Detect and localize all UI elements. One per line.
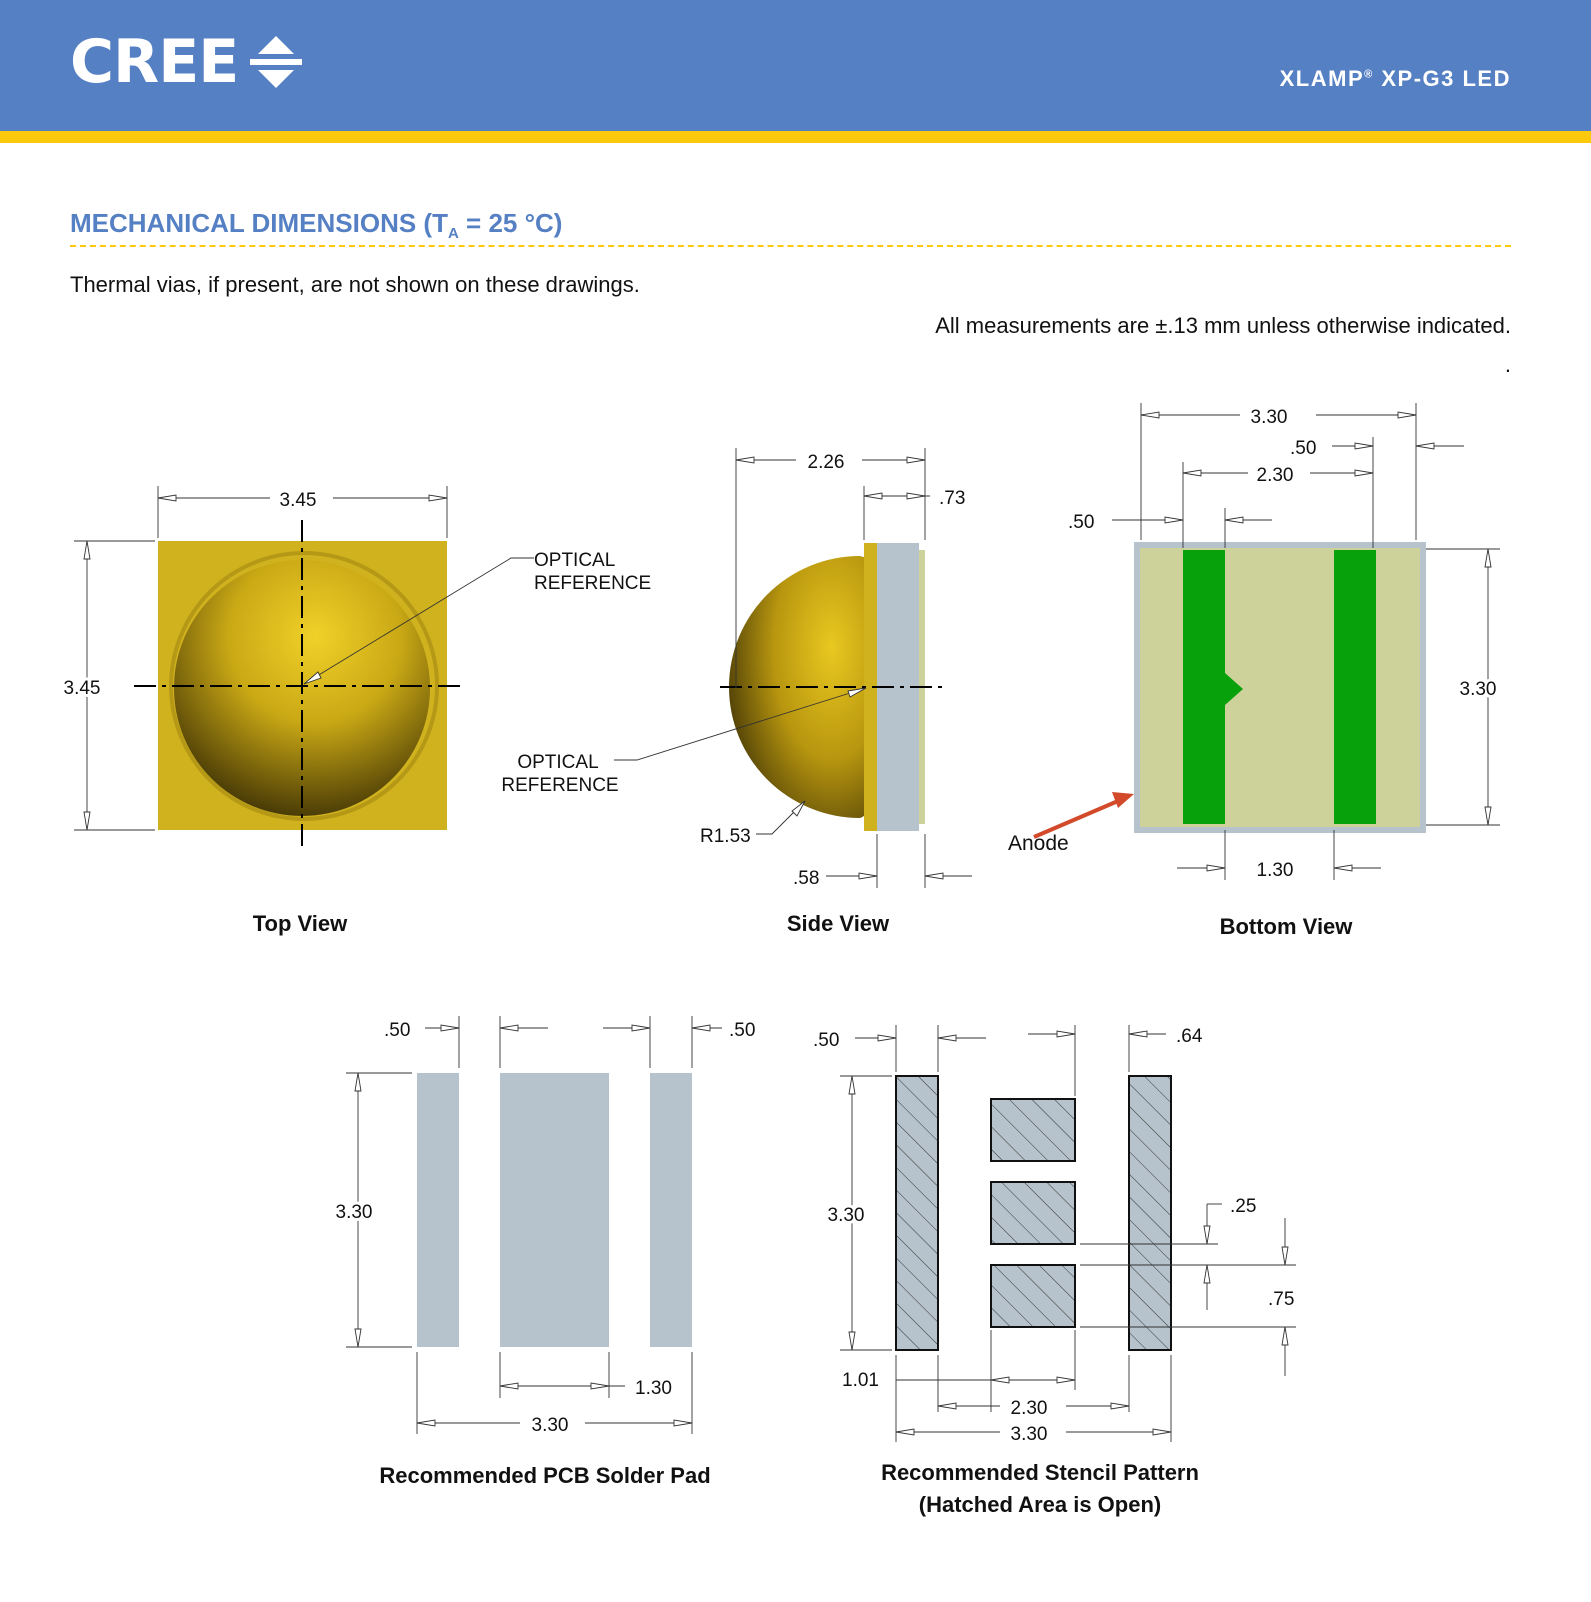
- stencil-pad-bottom: [991, 1265, 1075, 1327]
- pcb-solder-pad: [336, 1016, 756, 1488]
- side-substrate-label: .73: [939, 488, 966, 509]
- side-offset-label: .58: [793, 868, 820, 889]
- section-title: MECHANICAL DIMENSIONS ($T_A = 25$ °C): [70, 208, 563, 243]
- stencil-pattern: [813, 1025, 1296, 1517]
- pcb-height-label: 3.30: [335, 1202, 373, 1223]
- stencil-span-label: 2.30: [1010, 1398, 1048, 1419]
- tolerance-note: All measurements are ±.13 mm unless otherwise indicated.: [935, 313, 1511, 338]
- stencil-pad-top: [991, 1099, 1075, 1161]
- stencil-pad-left: [896, 1076, 938, 1350]
- side-overall-label: 2.26: [807, 452, 845, 473]
- top-width-label: 3.45: [279, 490, 317, 511]
- side-view-caption: Side View: [786, 911, 890, 936]
- stencil-caption-1: Recommended Stencil Pattern: [881, 1460, 1199, 1485]
- pcb-pad-center: [500, 1073, 609, 1347]
- side-view: [501, 448, 972, 936]
- top-height-label: 3.45: [63, 678, 101, 699]
- stencil-pad-right: [1129, 1076, 1171, 1350]
- bottom-view-caption: Bottom View: [1219, 914, 1353, 939]
- bottom-pad-left-label: .50: [1068, 512, 1095, 533]
- pcb-right-pad-label: .50: [729, 1020, 756, 1041]
- stencil-width-label: 3.30: [1010, 1424, 1048, 1445]
- side-optical-ref-2: REFERENCE: [501, 775, 619, 796]
- bottom-view: [1008, 403, 1500, 939]
- stencil-height-label: 3.30: [827, 1205, 865, 1226]
- bottom-width-label: 3.30: [1250, 407, 1288, 428]
- pcb-pad-right: [650, 1073, 692, 1347]
- bottom-cathode-pad: [1334, 550, 1376, 824]
- side-radius-label: R1.53: [700, 826, 751, 847]
- pcb-center-label: 1.30: [635, 1378, 672, 1399]
- pcb-pad-left: [417, 1073, 459, 1347]
- stencil-right-pad-label: .64: [1176, 1026, 1203, 1047]
- stencil-left-pad-label: .50: [813, 1030, 840, 1051]
- thermal-note: Thermal vias, if present, are not shown on these drawings.: [70, 272, 640, 297]
- pcb-width-label: 3.30: [531, 1415, 569, 1436]
- product-title: XLAMP® XP-G3 LED: [1279, 66, 1511, 91]
- brand-name: CREE: [70, 27, 239, 97]
- stencil-pitch-label: .75: [1268, 1289, 1295, 1310]
- stencil-pad-middle: [991, 1182, 1075, 1244]
- pcb-caption: Recommended PCB Solder Pad: [379, 1463, 711, 1488]
- note-dot: .: [1504, 352, 1511, 377]
- bottom-pad-outer-label: .50: [1290, 438, 1317, 459]
- stencil-gap-label: .25: [1230, 1196, 1257, 1217]
- bottom-height-label: 3.30: [1459, 679, 1497, 700]
- anode-label: Anode: [1008, 832, 1069, 855]
- stencil-caption-2: (Hatched Area is Open): [918, 1492, 1162, 1517]
- top-view: [64, 486, 652, 936]
- bottom-body: [1137, 545, 1423, 830]
- top-optical-ref-2: REFERENCE: [534, 573, 652, 594]
- top-optical-ref-1: OPTICAL: [534, 550, 616, 571]
- top-view-caption: Top View: [252, 911, 348, 936]
- side-optical-ref-1: OPTICAL: [517, 752, 599, 773]
- stencil-offset-label: 1.01: [842, 1370, 879, 1391]
- bottom-pad-span-label: 2.30: [1256, 465, 1294, 486]
- bottom-center-label: 1.30: [1256, 860, 1294, 881]
- pcb-left-pad-label: .50: [384, 1020, 411, 1041]
